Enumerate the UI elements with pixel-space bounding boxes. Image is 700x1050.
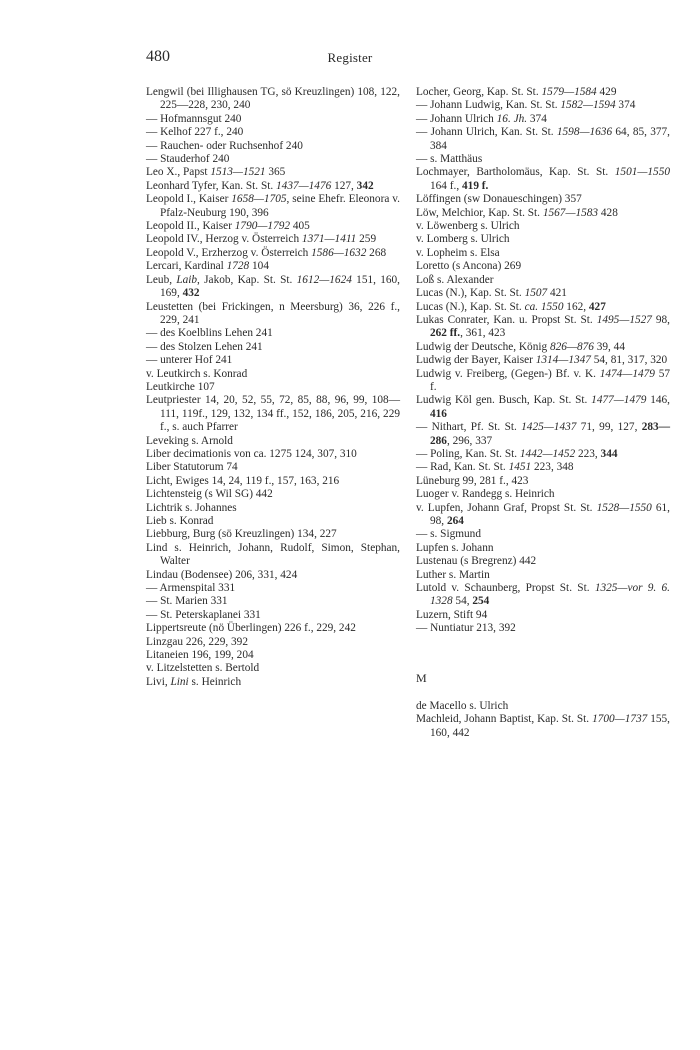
index-entry: v. Lupfen, Johann Graf, Propst St. St. 1528—1550 61, 98, 264	[416, 501, 670, 527]
right-column-entries	[416, 86, 670, 636]
index-entry: Locher, Georg, Kap. St. St. 1579—1584 429	[416, 86, 617, 98]
section-m-entries	[416, 700, 670, 740]
index-entry: Liebburg, Burg (sö Kreuzlingen) 134, 227	[146, 528, 337, 541]
index-entry: Lind s. Heinrich, Johann, Rudolf, Simon, Stephan, Walter	[146, 541, 400, 568]
index-entry: — unterer Hof 241	[146, 354, 233, 367]
page-header	[0, 48, 700, 72]
index-entry: Lippertsreute (nö Überlingen) 226 f., 229, 242	[146, 622, 356, 635]
index-entry: Leustetten (bei Frickingen, n Meersburg) 36, 226 f., 229, 241	[146, 300, 400, 326]
index-entry: — Stauderhof 240	[146, 153, 230, 166]
index-entry: Lindau (Bodensee) 206, 331, 424	[146, 568, 298, 581]
index-entry: — des Koelblins Lehen 241	[146, 327, 273, 340]
index-entry: v. Löwenberg s. Ulrich	[416, 220, 520, 233]
section-letter-m: M	[416, 670, 427, 685]
index-entry: Lichtrik s. Johannes	[146, 501, 237, 514]
index-entry: v. Litzelstetten s. Bertold	[146, 662, 260, 675]
index-entry: — Johann Ludwig, Kan. St. St. 1582—1594 374	[416, 99, 636, 112]
index-column-left	[146, 86, 400, 689]
index-entry: — St. Marien 331	[146, 595, 228, 608]
index-entry: Loß s. Alexander	[416, 273, 494, 286]
index-entry: Lichtensteig (s Wil SG) 442	[146, 488, 273, 501]
index-entry: Leveking s. Arnold	[146, 434, 233, 447]
index-entry: — St. Peterskaplanei 331	[146, 608, 261, 621]
index-entry: Lercari, Kardinal 1728 104	[146, 260, 269, 273]
index-entry: Leutpriester 14, 20, 52, 55, 72, 85, 88, 96, 99, 108—111, 119f., 129, 132, 134 ff., 152, 186, 205, 216, 229 f., s. auch Pfarrer	[146, 394, 400, 434]
running-head: Register	[327, 50, 373, 65]
index-entry: Ludwig der Bayer, Kaiser 1314—1347 54, 81, 317, 320	[416, 354, 668, 367]
index-entry: Lutold v. Schaunberg, Propst St. St. 1325—vor 9. 6. 1328 54, 254	[416, 582, 670, 608]
index-entry: Lieb s. Konrad	[146, 515, 214, 527]
index-entry: — Johann Ulrich 16. Jh. 374	[416, 112, 547, 125]
index-entry: Leo X., Papst 1513—1521 365	[146, 166, 286, 179]
index-entry: Leopold I., Kaiser 1658—1705, seine Ehefr. Eleonora v. Pfalz-Neuburg 190, 396	[146, 193, 400, 219]
index-entry: Leub, Laib, Jakob, Kap. St. St. 1612—1624 151, 160, 169, 432	[146, 273, 400, 300]
index-entry: Luzern, Stift 94	[416, 608, 488, 621]
index-entry: Licht, Ewiges 14, 24, 119 f., 157, 163, 216	[146, 474, 340, 487]
index-entry: Lüneburg 99, 281 f., 423	[416, 474, 529, 487]
index-entry: — Hofmannsgut 240	[146, 112, 242, 125]
index-entry: Luther s. Martin	[416, 568, 490, 581]
index-entry: v. Lopheim s. Elsa	[416, 246, 500, 259]
index-entry: — Johann Ulrich, Kan. St. St. 1598—1636 64, 85, 377, 384	[416, 126, 670, 152]
index-entry: Lucas (N.), Kap. St. St. 1507 421	[416, 287, 567, 300]
index-entry: Lupfen s. Johann	[416, 541, 494, 554]
index-entry: Lochmayer, Bartholomäus, Kap. St. St. 1501—1550 164 f., 419 f.	[416, 166, 670, 192]
index-entry: — Poling, Kan. St. St. 1442—1452 223, 344	[416, 447, 618, 460]
index-entry: Machleid, Johann Baptist, Kap. St. St. 1700—1737 155, 160, 442	[416, 713, 670, 739]
index-entry: Lukas Conrater, Kan. u. Propst St. St. 1495—1527 98, 262 ff., 361, 423	[416, 313, 670, 340]
index-entry: — Rauchen- oder Ruchsenhof 240	[146, 139, 303, 152]
index-entry: de Macello s. Ulrich	[416, 700, 509, 713]
index-entry: v. Lomberg s. Ulrich	[416, 233, 510, 246]
index-entry: Leopold II., Kaiser 1790—1792 405	[146, 220, 310, 233]
index-entry: — Rad, Kan. St. St. 1451 223, 348	[416, 461, 574, 474]
index-entry: Loretto (s Ancona) 269	[416, 260, 522, 273]
index-entry: Leutkirche 107	[146, 380, 215, 393]
index-entry: Luoger v. Randegg s. Heinrich	[416, 488, 555, 501]
index-entry: v. Leutkirch s. Konrad	[146, 367, 248, 380]
index-entry: — Nuntiatur 213, 392	[416, 622, 516, 635]
index-entry: Livi, Lini s. Heinrich	[146, 675, 242, 688]
index-entry: — Kelhof 227 f., 240	[146, 126, 244, 139]
index-column-right	[416, 86, 670, 740]
index-entry: — s. Matthäus	[416, 153, 483, 166]
index-entry: — Armenspital 331	[146, 582, 236, 595]
index-entry: Löffingen (sw Donaueschingen) 357	[416, 193, 582, 206]
index-entry: — des Stolzen Lehen 241	[146, 340, 263, 353]
index-entry: Löw, Melchior, Kap. St. St. 1567—1583 428	[416, 206, 618, 219]
index-entry: Liber Statutorum 74	[146, 461, 238, 474]
index-entry: — s. Sigmund	[416, 528, 481, 541]
index-entry: Lengwil (bei Illighausen TG, sö Kreuzlingen) 108, 122, 225—228, 230, 240	[146, 86, 400, 112]
index-entry: Lucas (N.), Kap. St. St. ca. 1550 162, 427	[416, 300, 606, 313]
index-entry: — Nithart, Pf. St. St. 1425—1437 71, 99, 127, 283—286, 296, 337	[416, 421, 670, 447]
index-entry: Liber decimationis von ca. 1275 124, 307, 310	[146, 447, 357, 460]
index-entry: Ludwig Köl gen. Busch, Kap. St. St. 1477—1479 146, 416	[416, 394, 670, 420]
index-entry: Lustenau (s Bregrenz) 442	[416, 555, 537, 568]
index-entry: Linzgau 226, 229, 392	[146, 635, 248, 648]
index-entry: Ludwig v. Freiberg, (Gegen-) Bf. v. K. 1474—1479 57 f.	[416, 367, 670, 393]
index-entry: Leonhard Tyfer, Kan. St. St. 1437—1476 127, 342	[146, 179, 374, 192]
index-entry: Leopold IV., Herzog v. Österreich 1371—1411 259	[146, 233, 377, 246]
index-entry: Leopold V., Erzherzog v. Österreich 1586—1632 268	[146, 246, 387, 259]
index-entry: Litaneien 196, 199, 204	[146, 649, 254, 662]
page-number: 480	[146, 48, 170, 65]
index-entry: Ludwig der Deutsche, König 826—876 39, 44	[416, 340, 625, 353]
